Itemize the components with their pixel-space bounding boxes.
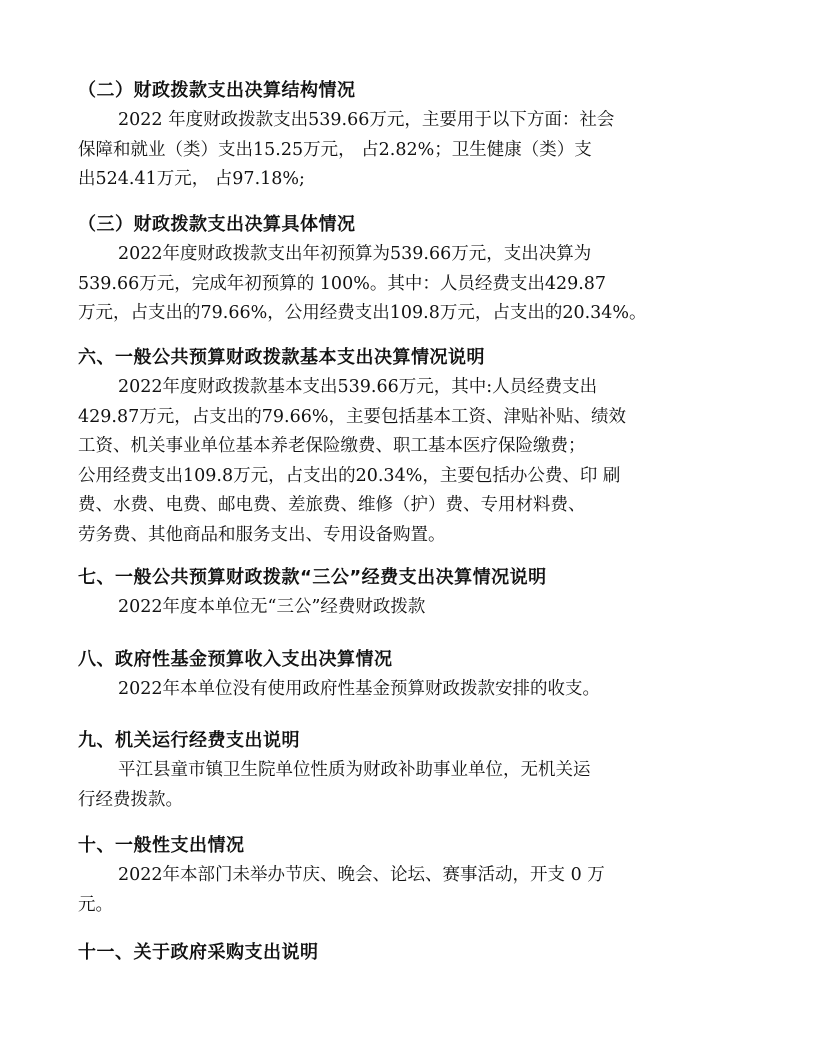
body-line: 2022年度财政拨款基本支出539.66万元，其中:人员经费支出 (118, 377, 598, 397)
body-line: 元。 (78, 894, 113, 915)
body-line: 工资、机关事业单位基本养老保险缴费、职工基本医疗保险缴费； (78, 436, 586, 456)
body-line: 2022年本单位没有使用政府性基金预算财政拨款安排的收支。 (118, 679, 601, 699)
section-heading-basic-expenditure: 六、一般公共预算财政拨款基本支出决算情况说明 (78, 347, 485, 368)
section-heading-detail: （三）财政拨款支出决算具体情况 (78, 214, 356, 235)
section-heading-three-public: 七、一般公共预算财政拨款“三公”经费支出决算情况说明 (78, 567, 547, 588)
body-line: 劳务费、其他商品和服务支出、专用设备购置。 (78, 524, 446, 545)
body-line: 2022 年度财政拨款支出539.66万元，主要用于以下方面：社会 (118, 110, 615, 130)
body-line: 行经费拨款。 (78, 789, 183, 810)
body-line: 2022年本部门未举办节庆、晚会、论坛、赛事活动，开支 0 万 (118, 865, 605, 885)
section-body-basic-expenditure (78, 373, 703, 550)
body-line: 539.66万元，完成年初预算的 100%。其中：人员经费支出429.87 (78, 273, 607, 294)
section-heading-structure: （二）财政拨款支出决算结构情况 (78, 80, 356, 101)
section-heading-general-expenditure: 十、一般性支出情况 (78, 835, 245, 856)
section-heading-government-fund: 八、政府性基金预算收入支出决算情况 (78, 649, 393, 670)
body-line: 平江县童市镇卫生院单位性质为财政补助事业单位，无机关运 (118, 760, 591, 780)
body-line: 公用经费支出109.8万元，占支出的20.34%，主要包括办公费、印 刷 (78, 465, 621, 486)
section-body-three-public (78, 593, 703, 623)
body-line: 429.87万元，占支出的79.66%，主要包括基本工资、津贴补贴、绩效 (78, 406, 626, 427)
section-body-structure (78, 106, 703, 195)
section-heading-operating-costs: 九、机关运行经费支出说明 (78, 730, 300, 751)
section-body-detail (78, 240, 703, 329)
section-heading-procurement: 十一、关于政府采购支出说明 (78, 942, 319, 963)
body-line: 万元，占支出的79.66%，公用经费支出109.8万元，占支出的20.34%。 (78, 303, 647, 323)
body-line: 费、水费、电费、邮电费、差旅费、维修（护）费、专用材料费、 (78, 495, 586, 515)
section-body-general-expenditure (78, 861, 703, 920)
body-line: 出524.41万元， 占97.18%; (78, 169, 305, 189)
body-line: 2022年度本单位无“三公”经费财政拨款 (118, 597, 426, 617)
section-body-government-fund (78, 675, 703, 705)
body-line: 2022年度财政拨款支出年初预算为539.66万元，支出决算为 (118, 244, 592, 264)
section-body-operating-costs (78, 756, 703, 815)
body-line: 保障和就业（类）支出15.25万元， 占2.82%；卫生健康（类）支 (78, 139, 592, 160)
